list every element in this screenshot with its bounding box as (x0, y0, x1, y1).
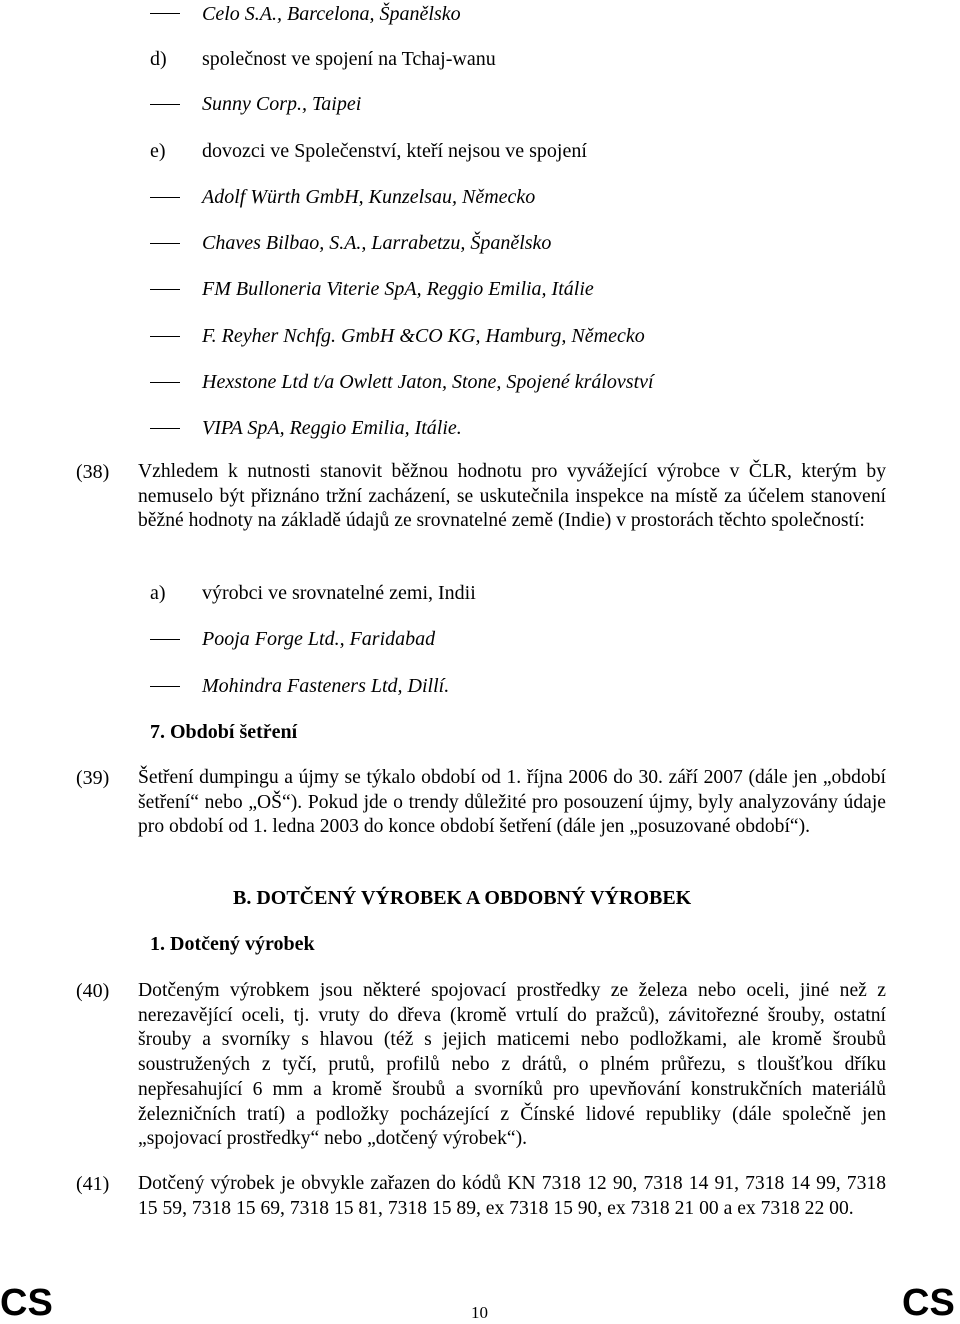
footer-language-code-left: CS (0, 1282, 53, 1324)
list-dash (150, 428, 180, 429)
list-item: F. Reyher Nchfg. GmbH &CO KG, Hamburg, Německo (202, 325, 645, 347)
paragraph-38: Vzhledem k nutnosti stanovit běžnou hodnotu pro vyvážející výrobce v ČLR, kterým by nemuselo být přiznáno tržní zacházení, se uskutečnila inspekce na místě za účelem stanovení běžné hodnoty na základě údajů ze srovnatelné země (Indie) v prostorách těchto společností: (138, 461, 886, 532)
list-dash (150, 243, 180, 244)
list-dash (150, 686, 180, 687)
list-dash (150, 197, 180, 198)
list-marker: e) (150, 140, 166, 162)
list-dash (150, 104, 180, 105)
list-item: Chaves Bilbao, S.A., Larrabetzu, Španělsko (202, 232, 552, 254)
paragraph-41: Dotčený výrobek je obvykle zařazen do kódů KN 7318 12 90, 7318 14 91, 7318 14 99, 7318 15 59, 7318 15 69, 7318 15 81, 7318 15 89, ex 7318 15 90, ex 7318 21 00 a ex 7318 22 00. (138, 1173, 886, 1219)
list-item: dovozci ve Společenství, kteří nejsou ve spojení (202, 140, 587, 162)
paragraph-number: (41) (76, 1173, 110, 1195)
list-item: Sunny Corp., Taipei (202, 93, 362, 115)
list-dash (150, 639, 180, 640)
section-heading: 7. Období šetření (150, 721, 298, 743)
paragraph-40: Dotčeným výrobkem jsou některé spojovací prostředky ze železa nebo oceli, jiné než z nerezavějící oceli, tj. vruty do dřeva (kromě vrtulí do pražců), závitořezné šrouby, ostatní šrouby a svorníky s hlavou (též s jejich maticemi nebo podložkami, ale kromě šroubů soustružených z tyčí, prutů, profilů nebo z drátů, o plném průřezu, s tloušťkou dříku nepřesahující 6 mm a kromě šroubů a svorníků pro upevňování konstrukčních materiálů železničních tratí) a podložky pocházející z Čínské lidové republiky (dále společně jen „spojovací prostředky“ nebo „dotčený výrobek“). (138, 980, 886, 1150)
list-dash (150, 336, 180, 337)
list-item: Mohindra Fasteners Ltd, Dillí. (202, 675, 450, 697)
section-heading: 1. Dotčený výrobek (150, 933, 315, 955)
list-marker: a) (150, 582, 166, 604)
list-item: FM Bulloneria Viterie SpA, Reggio Emilia, Itálie (202, 278, 594, 300)
list-item: Adolf Würth GmbH, Kunzelsau, Německo (202, 186, 536, 208)
list-dash (150, 289, 180, 290)
paragraph-39: Šetření dumpingu a újmy se týkalo období od 1. října 2006 do 30. září 2007 (dále jen „období šetření“ nebo „OŠ“). Pokud jde o trendy důležité pro posouzení újmy, byly analyzovány údaje pro období od 1. ledna 2003 do konce období šetření (dále jen „posuzované období“). (138, 767, 886, 838)
footer-language-code-right: CS (902, 1282, 955, 1324)
list-item: Celo S.A., Barcelona, Španělsko (202, 3, 461, 25)
list-item: Pooja Forge Ltd., Faridabad (202, 628, 436, 650)
paragraph-number: (38) (76, 461, 110, 483)
list-item: výrobci ve srovnatelné zemi, Indii (202, 582, 476, 604)
paragraph-number: (39) (76, 767, 110, 789)
paragraph-number: (40) (76, 980, 110, 1002)
list-dash (150, 13, 180, 14)
list-item: Hexstone Ltd t/a Owlett Jaton, Stone, Spojené království (202, 371, 654, 393)
page-number: 10 (471, 1303, 488, 1322)
list-item: společnost ve spojení na Tchaj-wanu (202, 48, 496, 70)
chapter-heading: B. DOTČENÝ VÝROBEK A OBDOBNÝ VÝROBEK (233, 887, 692, 909)
list-dash (150, 382, 180, 383)
list-item: VIPA SpA, Reggio Emilia, Itálie. (202, 417, 462, 439)
list-marker: d) (150, 48, 167, 70)
